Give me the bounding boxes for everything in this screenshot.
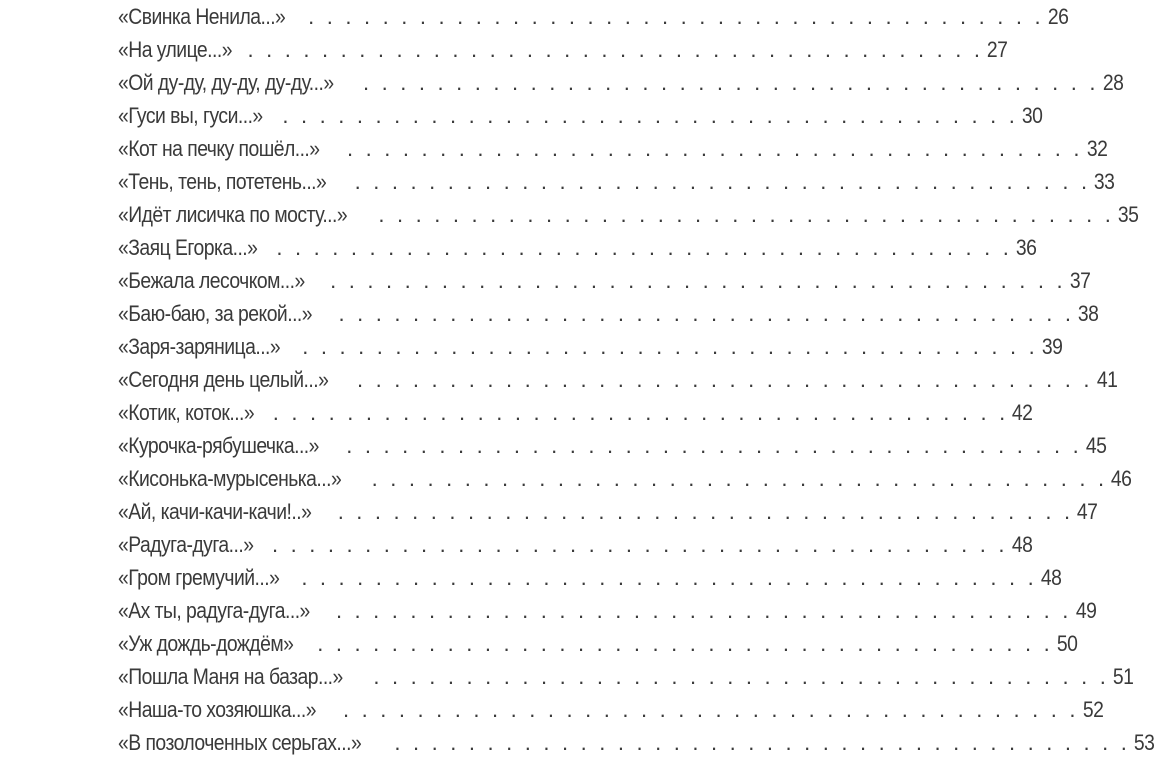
toc-entry-page-number: 38 xyxy=(1077,301,1099,326)
toc-entry-title: «Курочка-рябушечка...» xyxy=(118,433,319,458)
toc-entry-page-number: 41 xyxy=(1096,367,1118,392)
toc-dot-leader: . . . . . . . . . . . . . . . . . . . . . . . . . . . . . . . . . . . . . . . . xyxy=(338,301,1075,326)
toc-entry-row xyxy=(118,297,1099,330)
toc-entry-row xyxy=(118,264,1091,297)
toc-entry-title: «Заря-заряница...» xyxy=(118,334,281,359)
toc-entry-row xyxy=(118,66,1124,99)
toc-entry-title: «На улице...» xyxy=(118,37,232,62)
toc-entry-title: «Ай, качи-качи-качи!..» xyxy=(118,499,312,524)
toc-entry xyxy=(118,66,1124,99)
toc-entry-row xyxy=(118,726,1155,759)
toc-entry-row xyxy=(118,330,1063,363)
toc-entry-title: «Кисонька-мурысенька...» xyxy=(118,466,342,491)
toc-entry xyxy=(118,33,1008,66)
toc-entry xyxy=(118,726,1155,759)
toc-entry-page-number: 33 xyxy=(1094,169,1115,194)
toc-entry-row xyxy=(118,231,1037,264)
toc-entry-row xyxy=(118,660,1134,693)
toc-entry-page-number: 39 xyxy=(1041,334,1063,359)
toc-dot-leader: . . . . . . . . . . . . . . . . . . . . . . . . . . . . . . . . . . . . . . . . xyxy=(373,664,1110,689)
toc-dot-leader: . . . . . . . . . . . . . . . . . . . . . . . . . . . . . . . . . . . . . . . . xyxy=(276,235,1013,260)
toc-entry-title: «Уж дождь-дождём» xyxy=(118,631,294,656)
toc-entry xyxy=(118,165,1115,198)
toc-entry xyxy=(118,495,1098,528)
toc-entry-row xyxy=(118,528,1033,561)
toc-dot-leader: . . . . . . . . . . . . . . . . . . . . . . . . . . . . . . . . . . . . . . . . xyxy=(357,367,1093,392)
toc-entry-title: «Бежала лесочком...» xyxy=(118,268,305,293)
toc-entry xyxy=(118,0,1069,33)
toc-entry-row xyxy=(118,165,1115,198)
toc-entry-row xyxy=(118,396,1033,429)
toc-entry-title: «Пошла Маня на базар...» xyxy=(118,664,343,689)
toc-dot-leader: . . . . . . . . . . . . . . . . . . . . . . . . . . . . . . . . . . . . . . . . xyxy=(271,532,1008,557)
toc-entry-row xyxy=(118,495,1098,528)
toc-entry xyxy=(118,264,1091,297)
toc-entry xyxy=(118,660,1134,693)
toc-entry xyxy=(118,693,1104,726)
table-of-contents xyxy=(118,0,1155,759)
toc-entry-title: «В позолоченных серьгах...» xyxy=(118,730,362,755)
toc-entry-row xyxy=(118,363,1118,396)
toc-entry-row xyxy=(118,198,1139,231)
toc-entry xyxy=(118,132,1108,165)
toc-entry-title: «Котик, коток...» xyxy=(118,400,255,425)
toc-entry xyxy=(118,363,1118,396)
toc-dot-leader: . . . . . . . . . . . . . . . . . . . . . . . . . . . . . . . . . . . . . . . . xyxy=(342,697,1079,722)
toc-dot-leader: . . . . . . . . . . . . . . . . . . . . . . . . . . . . . . . . . . . . . . . . xyxy=(330,268,1066,293)
toc-entry-row xyxy=(118,33,1008,66)
toc-entry-page-number: 32 xyxy=(1086,136,1108,161)
toc-entry xyxy=(118,561,1062,594)
toc-entry-row xyxy=(118,132,1108,165)
toc-entry-row xyxy=(118,0,1069,33)
toc-entry xyxy=(118,594,1097,627)
toc-entry-title: «Кот на печку пошёл...» xyxy=(118,136,320,161)
toc-dot-leader: . . . . . . . . . . . . . . . . . . . . . . . . . . . . . . . . . . . . . . . . xyxy=(394,730,1131,755)
toc-entry-page-number: 53 xyxy=(1133,730,1155,755)
toc-dot-leader: . . . . . . . . . . . . . . . . . . . . . . . . . . . . . . . . . . . . . . . . xyxy=(378,202,1115,227)
toc-dot-leader: . . . . . . . . . . . . . . . . . . . . . . . . . . . . . . . . . . . . . . . . xyxy=(308,4,1044,29)
toc-entry-title: «Ах ты, радуга-дуга...» xyxy=(118,598,310,623)
toc-entry-title: «Тень, тень, потетень...» xyxy=(118,169,327,194)
toc-entry-row xyxy=(118,462,1132,495)
toc-entry-title: «Ой ду-ду, ду-ду, ду-ду...» xyxy=(118,70,334,95)
toc-entry xyxy=(118,198,1139,231)
toc-entry-title: «Идёт лисичка по мосту...» xyxy=(118,202,348,227)
toc-dot-leader: . . . . . . . . . . . . . . . . . . . . . . . . . . . . . . . . . . . . . . . . xyxy=(346,433,1082,458)
toc-entry-page-number: 49 xyxy=(1075,598,1097,623)
toc-entry-title: «Гуси вы, гуси...» xyxy=(118,103,263,128)
toc-dot-leader: . . . . . . . . . . . . . . . . . . . . . . . . . . . . . . . . . . . . . . . . xyxy=(335,598,1072,623)
toc-entry-page-number: 48 xyxy=(1011,532,1033,557)
toc-entry-title: «Радуга-дуга...» xyxy=(118,532,254,557)
toc-entry xyxy=(118,462,1132,495)
toc-entry xyxy=(118,231,1037,264)
toc-entry xyxy=(118,429,1107,462)
toc-dot-leader: . . . . . . . . . . . . . . . . . . . . . . . . . . . . . . . . . . . . . . . . xyxy=(282,103,1019,128)
toc-entry-row xyxy=(118,561,1062,594)
toc-dot-leader: . . . . . . . . . . . . . . . . . . . . . . . . . . . . . . . . . . . . . . . . xyxy=(354,169,1091,194)
toc-entry-page-number: 28 xyxy=(1102,70,1124,95)
toc-entry xyxy=(118,528,1033,561)
toc-entry-page-number: 37 xyxy=(1069,268,1091,293)
toc-entry-page-number: 30 xyxy=(1021,103,1043,128)
toc-entry-page-number: 35 xyxy=(1117,202,1139,227)
toc-entry-title: «Наша-то хозяюшка...» xyxy=(118,697,316,722)
toc-dot-leader: . . . . . . . . . . . . . . . . . . . . . . . . . . . . . . . . . . . . . . . . xyxy=(337,499,1074,524)
toc-entry-page-number: 36 xyxy=(1015,235,1037,260)
toc-entry-row xyxy=(118,429,1107,462)
toc-dot-leader: . . . . . . . . . . . . . . . . . . . . . . . . . . . . . . . . . . . . . . . . xyxy=(347,136,1083,161)
toc-entry-row xyxy=(118,99,1043,132)
toc-entry-row xyxy=(118,594,1097,627)
toc-entry-page-number: 45 xyxy=(1085,433,1107,458)
toc-dot-leader: . . . . . . . . . . . . . . . . . . . . . . . . . . . . . . . . . . . . . . . . xyxy=(317,631,1053,656)
toc-dot-leader: . . . . . . . . . . . . . . . . . . . . . . . . . . . . . . . . . . . . . . . . xyxy=(247,37,984,62)
toc-entry-page-number: 52 xyxy=(1082,697,1104,722)
toc-entry-page-number: 46 xyxy=(1111,466,1132,491)
toc-entry-page-number: 48 xyxy=(1040,565,1062,590)
toc-entry-page-number: 26 xyxy=(1047,4,1069,29)
toc-dot-leader: . . . . . . . . . . . . . . . . . . . . . . . . . . . . . . . . . . . . . . . . xyxy=(362,70,1099,95)
toc-entry-page-number: 47 xyxy=(1077,499,1098,524)
toc-entry-page-number: 50 xyxy=(1056,631,1078,656)
toc-entry-page-number: 27 xyxy=(986,37,1008,62)
toc-entry-title: «Баю-баю, за рекой...» xyxy=(118,301,313,326)
toc-entry-title: «Заяц Егорка...» xyxy=(118,235,258,260)
toc-entry-title: «Гром гремучий...» xyxy=(118,565,280,590)
toc-entry-title: «Сегодня день целый...» xyxy=(118,367,329,392)
toc-entry xyxy=(118,99,1043,132)
toc-entry xyxy=(118,330,1063,363)
toc-entry xyxy=(118,297,1099,330)
toc-dot-leader: . . . . . . . . . . . . . . . . . . . . . . . . . . . . . . . . . . . . . . . . xyxy=(301,565,1037,590)
toc-entry-row xyxy=(118,693,1104,726)
toc-dot-leader: . . . . . . . . . . . . . . . . . . . . . . . . . . . . . . . . . . . . . . . . xyxy=(272,400,1009,425)
toc-dot-leader: . . . . . . . . . . . . . . . . . . . . . . . . . . . . . . . . . . . . . . . . xyxy=(371,466,1108,491)
toc-entry-page-number: 51 xyxy=(1112,664,1134,689)
toc-entry-title: «Свинка Ненила...» xyxy=(118,4,286,29)
toc-entry xyxy=(118,396,1033,429)
toc-entry xyxy=(118,627,1078,660)
toc-entry-page-number: 42 xyxy=(1012,400,1033,425)
toc-dot-leader: . . . . . . . . . . . . . . . . . . . . . . . . . . . . . . . . . . . . . . . . xyxy=(302,334,1038,359)
toc-entry-row xyxy=(118,627,1078,660)
